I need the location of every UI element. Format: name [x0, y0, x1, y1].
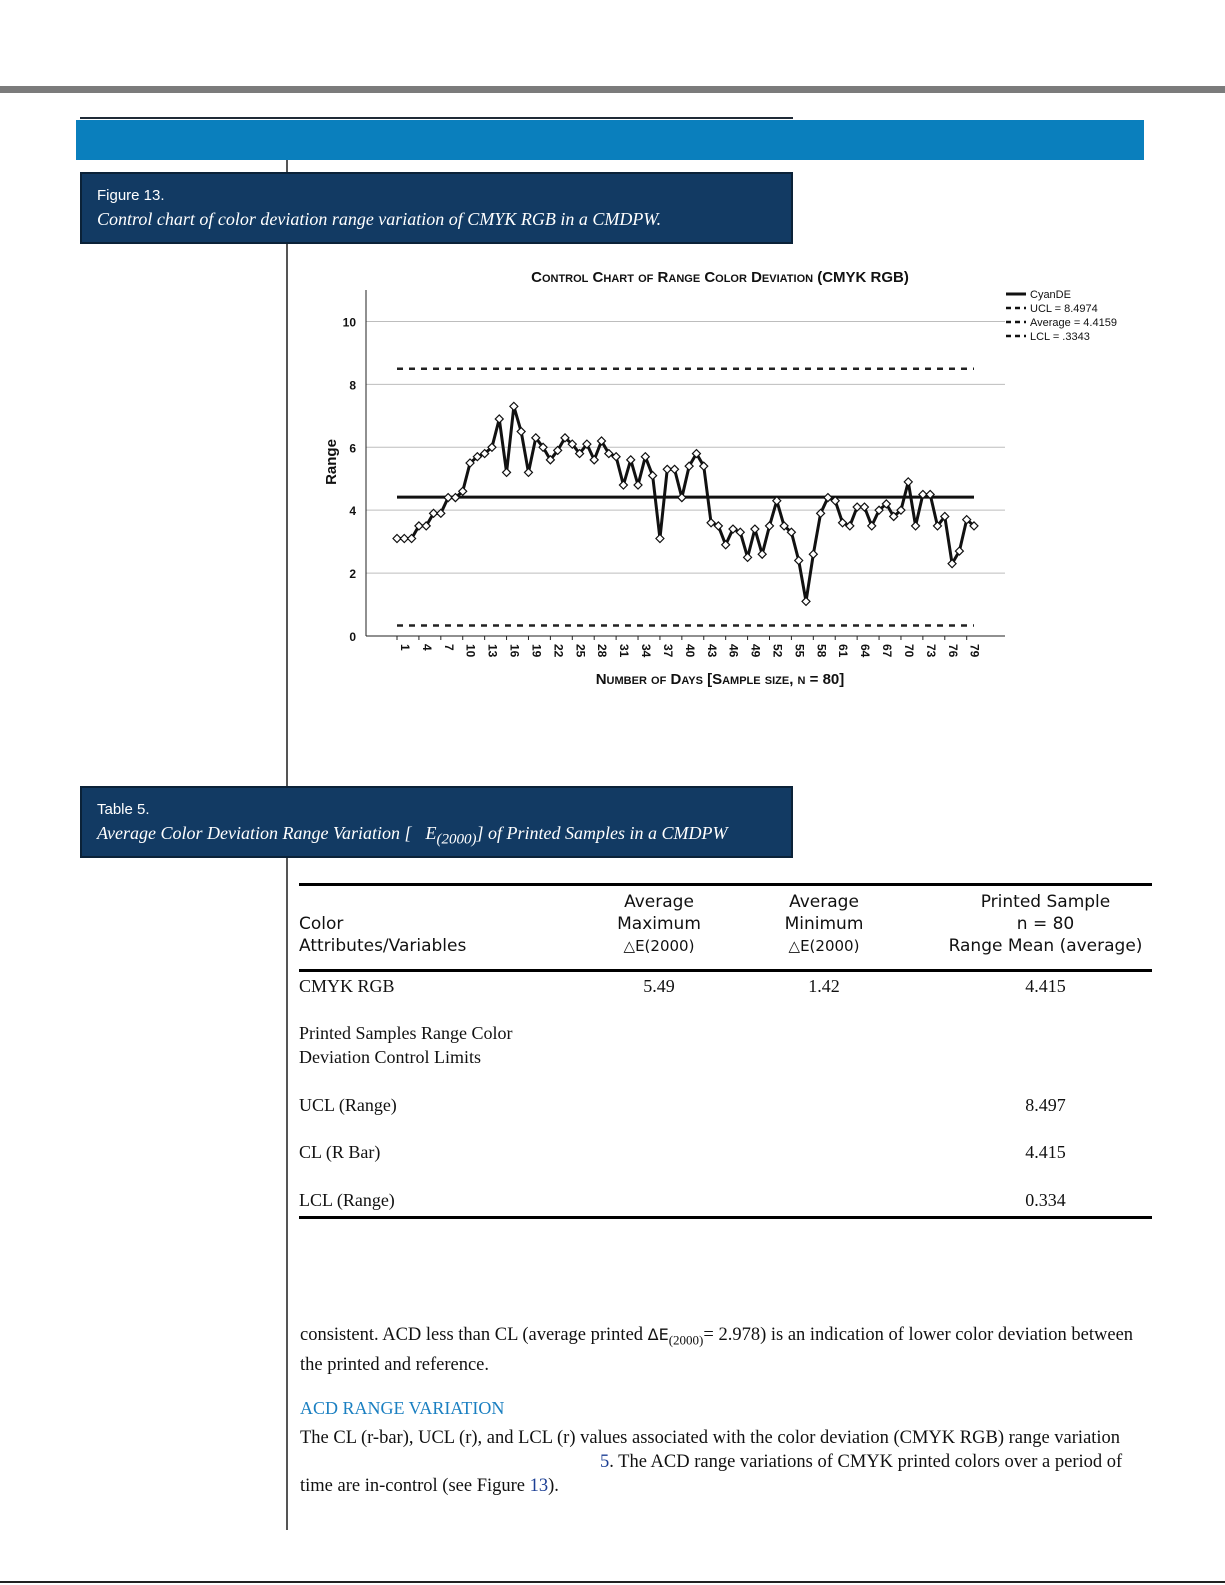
text-span: consistent. ACD less than CL (average printed: [300, 1325, 648, 1345]
row-max: 5.49: [643, 976, 675, 996]
text-span: = 2.978) is an indication of lower color deviation between the printed and reference.: [300, 1325, 1134, 1375]
table-top-rule: [299, 883, 1152, 886]
data-point: [503, 468, 511, 476]
chart-legend: [1006, 289, 1117, 343]
table-title-part1: Average Color Deviation Range Variation [: [97, 823, 412, 843]
header-line: Attributes/Variables: [299, 936, 467, 956]
x-tick-label: 43: [704, 644, 719, 658]
header-average-minimum: [754, 891, 894, 957]
row-label: Printed Samples Range Color Deviation Control Limits: [299, 1023, 513, 1067]
row-min: 1.42: [808, 976, 840, 996]
data-point: [656, 534, 664, 542]
table-header-rule: [299, 969, 1152, 972]
header-line: n = 80: [1016, 914, 1075, 934]
header-line: Minimum: [784, 914, 864, 934]
data-point: [809, 550, 817, 558]
data-point: [678, 494, 686, 502]
chart-series: [393, 402, 978, 605]
data-point: [795, 557, 803, 565]
table-bottom-rule: [299, 1216, 1152, 1219]
data-point: [758, 550, 766, 558]
header-line: Printed Sample: [980, 892, 1111, 912]
data-point: [641, 453, 649, 461]
x-tick-label: 22: [551, 644, 566, 658]
x-tick-label: 52: [770, 644, 785, 658]
table-title-subscript: (2000): [436, 831, 477, 848]
x-tick-label: 67: [880, 644, 895, 658]
data-point: [619, 481, 627, 489]
y-tick-label: 2: [349, 567, 356, 582]
chart-tick-labels: [343, 315, 982, 657]
table-title-part2: ] of Printed Samples in a CMDPW: [476, 823, 728, 843]
x-tick-label: 1: [398, 644, 412, 651]
x-tick-label: 46: [726, 644, 741, 658]
x-tick-label: 76: [945, 644, 960, 658]
table-label: Table 5.: [97, 801, 150, 818]
x-tick-label: 55: [792, 644, 807, 658]
x-tick-label: 25: [573, 644, 588, 658]
legend-label: UCL = 8.4974: [1030, 303, 1098, 315]
x-tick-label: 61: [836, 644, 851, 658]
data-point: [524, 468, 532, 476]
paragraph-1: [300, 1323, 1152, 1377]
header-line: Range Mean (average): [948, 936, 1143, 956]
data-point: [765, 522, 773, 530]
data-point: [912, 522, 920, 530]
header-line: △E(2000): [623, 937, 695, 955]
x-tick-label: 40: [682, 644, 697, 658]
row-mean: 8.497: [1025, 1095, 1066, 1115]
header-blue-bar: [76, 120, 1144, 160]
x-tick-label: 28: [595, 644, 610, 658]
figure-13-link[interactable]: 13: [529, 1476, 549, 1496]
y-tick-label: 8: [349, 378, 356, 393]
data-point: [627, 456, 635, 464]
x-tick-label: 4: [419, 644, 434, 651]
x-tick-label: 10: [463, 644, 478, 658]
y-tick-label: 0: [349, 630, 356, 644]
row-mean: 4.415: [1025, 976, 1066, 996]
header-printed-sample: [939, 891, 1152, 957]
paragraph-2: [300, 1426, 1152, 1498]
table-caption: [80, 786, 793, 858]
x-tick-label: 37: [660, 644, 675, 658]
delta-e-symbol: ΔE: [647, 1325, 669, 1344]
legend-label: Average = 4.4159: [1030, 317, 1117, 329]
delta-e-subscript: (2000): [668, 1332, 704, 1348]
table-title: [97, 822, 776, 851]
chart-x-axis-label: Number of Days [Sample size, n = 80]: [595, 671, 845, 688]
y-tick-label: 10: [342, 315, 356, 330]
row-mean: 4.415: [1025, 1142, 1066, 1162]
data-point: [751, 525, 759, 533]
x-tick-label: 79: [967, 644, 982, 658]
row-label: LCL (Range): [299, 1190, 395, 1210]
data-point: [649, 472, 657, 480]
chart-y-axis-label: Range: [323, 439, 340, 485]
y-tick-label: 4: [349, 504, 356, 519]
legend-label: LCL = .3343: [1030, 331, 1090, 343]
row-label: CL (R Bar): [299, 1142, 381, 1162]
text-span: The CL (r-bar), UCL (r), and LCL (r) values associated with the color deviation (CMYK RGB) range variation: [300, 1428, 1121, 1448]
x-tick-label: 70: [901, 644, 916, 658]
data-point: [517, 428, 525, 436]
section-heading: ACD RANGE VARIATION: [300, 1398, 505, 1418]
data-point: [634, 481, 642, 489]
x-tick-label: 16: [507, 644, 522, 658]
legend-label: CyanDE: [1030, 289, 1071, 301]
chart-title: Control Chart of Range Color Deviation (CMYK RGB): [531, 269, 909, 286]
figure-label: Figure 13.: [97, 187, 165, 204]
y-tick-label: 6: [349, 441, 356, 456]
text-span: . The ACD range variations of CMYK printed colors over a period of time are in-control (see Figure: [300, 1452, 1123, 1496]
results-table: [299, 883, 1152, 1230]
x-tick-label: 49: [748, 644, 763, 658]
header-line: △E(2000): [788, 937, 860, 955]
x-tick-label: 64: [858, 644, 873, 658]
x-tick-label: 13: [485, 644, 500, 658]
table-5-link[interactable]: 5: [600, 1452, 610, 1472]
header-thin-rule: [80, 117, 793, 119]
control-chart: [300, 262, 1130, 702]
text-span: ).: [548, 1476, 559, 1496]
row-mean: 0.334: [1025, 1190, 1066, 1210]
data-point: [495, 415, 503, 423]
header-line: Maximum: [617, 914, 701, 934]
x-tick-label: 73: [923, 644, 938, 658]
x-tick-label: 19: [529, 644, 544, 658]
header-average-maximum: [589, 891, 729, 957]
row-label: CMYK RGB: [299, 976, 395, 996]
x-tick-label: 7: [441, 644, 456, 651]
data-point: [510, 402, 518, 410]
header-line: Average: [789, 892, 859, 912]
data-point: [671, 465, 679, 473]
table-title-symbol: E: [425, 823, 437, 843]
header-color-attributes: [299, 913, 589, 957]
header-line: Color: [299, 914, 344, 934]
x-tick-label: 31: [617, 644, 632, 658]
data-point: [904, 478, 912, 486]
figure-title: Control chart of color deviation range variation of CMYK RGB in a CMDPW.: [97, 209, 662, 229]
figure-caption: [80, 172, 793, 244]
data-point: [744, 553, 752, 561]
x-tick-label: 58: [814, 644, 829, 658]
x-tick-label: 34: [639, 644, 654, 658]
top-rule: [0, 86, 1225, 93]
row-label: UCL (Range): [299, 1095, 397, 1115]
bottom-rule: [0, 1581, 1225, 1583]
data-point: [802, 597, 810, 605]
header-line: Average: [624, 892, 694, 912]
